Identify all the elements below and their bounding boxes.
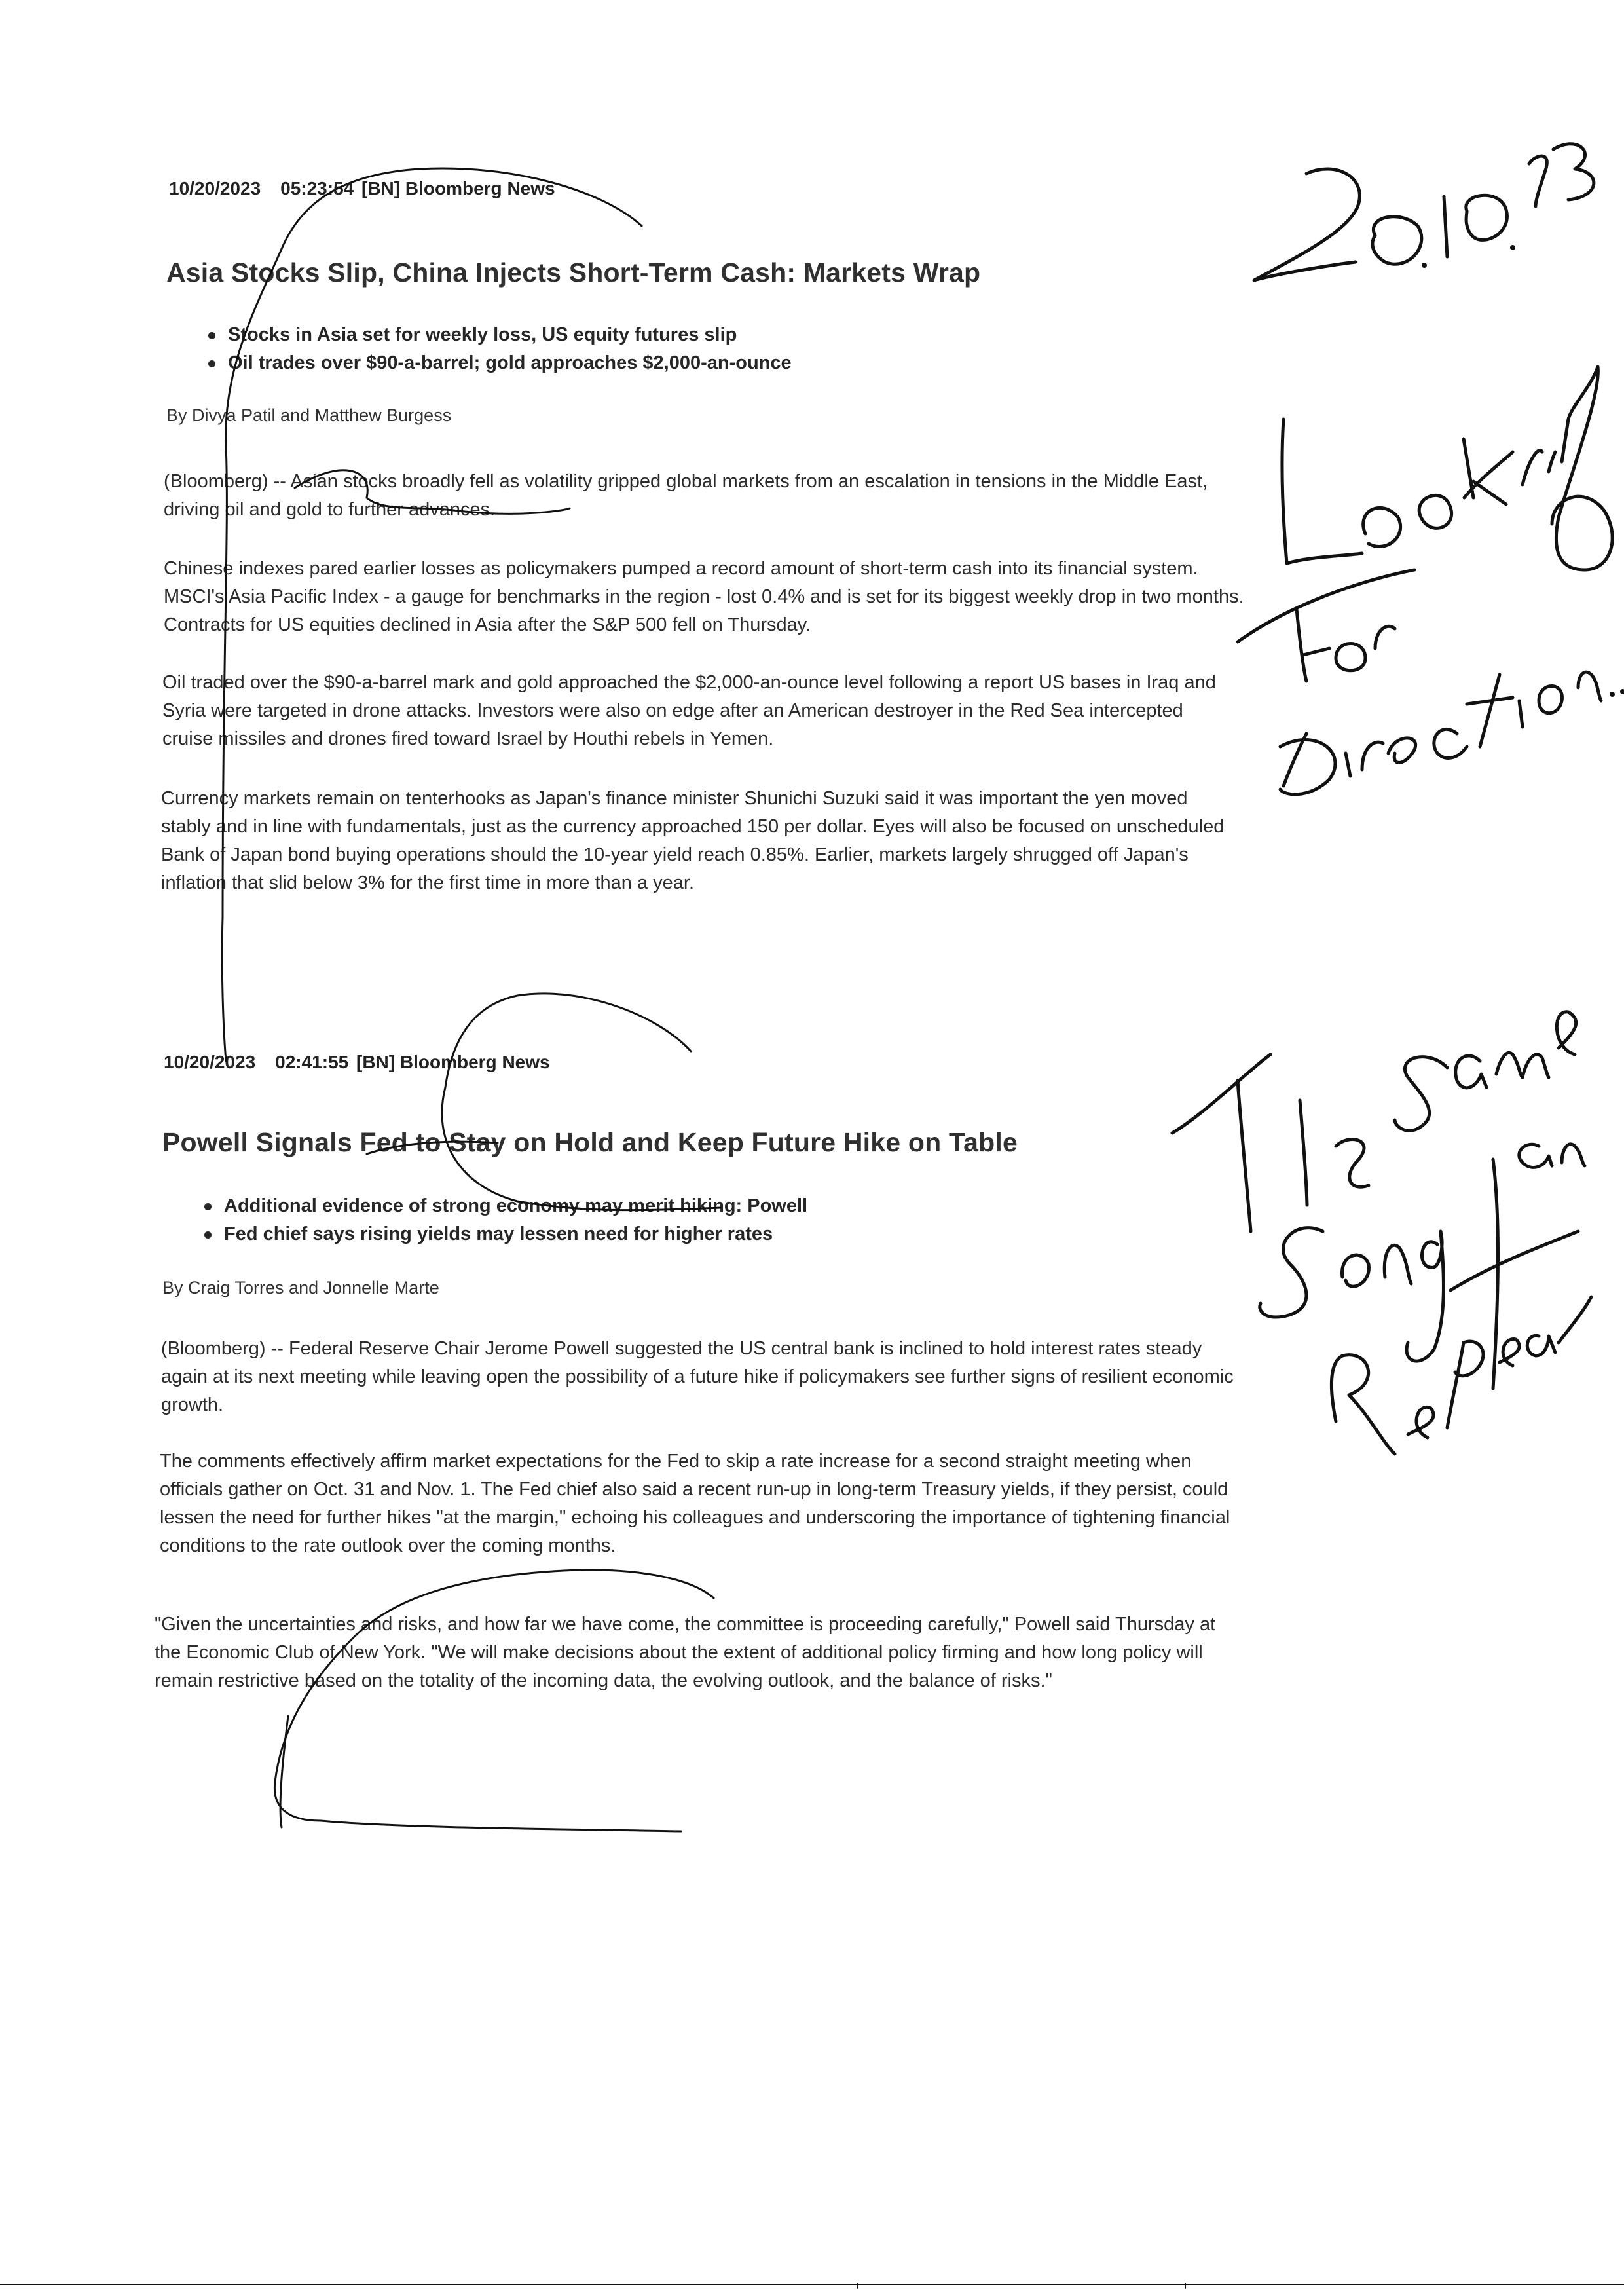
article-2-bullet: Fed chief says rising yields may lessen need for higher rates [204,1220,807,1248]
article-1-bullet: Stocks in Asia set for weekly loss, US equity futures slip [208,321,792,349]
article-2-dateline [164,1052,550,1073]
article-2-bullet-list [204,1192,807,1248]
article-1-source: [BN] Bloomberg News [361,178,555,198]
article-1-paragraph: Oil traded over the $90-a-barrel mark and gold approached the $2,000-an-ounce level following a report US bases in Iraq and Syria were targeted in drone attacks. Investors were also on edge after an American destroyer in the Red Sea intercepted cruise missiles and drones fired toward Israel by Houthi rebels in Yemen. [162,672,1216,749]
article-1-headline: Asia Stocks Slip, China Injects Short-Term Cash: Markets Wrap [166,257,981,288]
article-2-source: [BN] Bloomberg News [356,1052,550,1072]
article-1-time: 05:23:54 [280,178,354,198]
handwritten-date-ink [1254,144,1594,280]
article-2-paragraph: "Given the uncertainties and risks, and how far we have come, the committee is proceeding carefully," Powell said Thursday at the Economic Club of New York. "We will make decisions about the extent of additional policy firming and how long policy will remain restrictive based on the totality of the incoming data, the evolving outlook, and the balance of risks." [155,1614,1216,1691]
scan-edge-lines [0,2283,1624,2288]
article-1-dateline [169,178,555,199]
article-2-paragraph: (Bloomberg) -- Federal Reserve Chair Jerome Powell suggested the US central bank is inclined to hold interest rates steady again at its next meeting while leaving open the possibility of a future hike if policymakers see further signs of resilient economic growth. [161,1338,1234,1415]
article-1-bullet-list [208,321,792,377]
article-2-date: 10/20/2023 [164,1052,256,1072]
article-2-bullet: Additional evidence of strong economy may merit hiking: Powell [204,1192,807,1220]
article-2-paragraph: The comments effectively affirm market expectations for the Fed to skip a rate increase for a second straight meeting when officials gather on Oct. 31 and Nov. 1. The Fed chief also said a recent run-up in long-term Treasury yields, if they persist, could lessen the need for further hikes "at the margin," echoing his colleagues and underscoring the importance of tightening financial conditions to the rate outlook over the coming months. [160,1451,1230,1556]
article-2-byline: By Craig Torres and Jonnelle Marte [162,1278,439,1297]
article-1-paragraph: Currency markets remain on tenterhooks as Japan's finance minister Shunichi Suzuki said it was important the yen moved stably and in line with fundamentals, just as the currency approached 150 per dollar. Eyes will also be focused on unscheduled Bank of Japan bond buying operations should the 10-year yield reach 0.85%. Earlier, markets largely shrugged off Japan's inflation that slid below 3% for the first time in more than a year. [161,788,1225,893]
article-2-time: 02:41:55 [275,1052,349,1072]
article-1-date: 10/20/2023 [169,178,261,198]
article-1-paragraph: (Bloomberg) -- Asian stocks broadly fell as volatility gripped global markets from an escalation in tensions in the Middle East, driving oil and gold to further advances. [164,471,1208,520]
article-2-headline: Powell Signals Fed to Stay on Hold and Keep Future Hike on Table [162,1127,1018,1157]
article-1-byline: By Divya Patil and Matthew Burgess [166,405,452,425]
article-1-bullet: Oil trades over $90-a-barrel; gold approaches $2,000-an-ounce [208,349,792,377]
article-1-paragraph: Chinese indexes pared earlier losses as policymakers pumped a record amount of short-term cash into its financial system. MSCI's Asia Pacific Index - a gauge for benchmarks in the region - lost 0.4% and is set for its biggest weekly drop in two months. Contracts for US equities declined in Asia after the S&P 500 fell on Thursday. [164,558,1244,635]
handwritten-note-looking-ink [1238,367,1624,794]
handwritten-note-same-song-ink [1172,1012,1591,1454]
